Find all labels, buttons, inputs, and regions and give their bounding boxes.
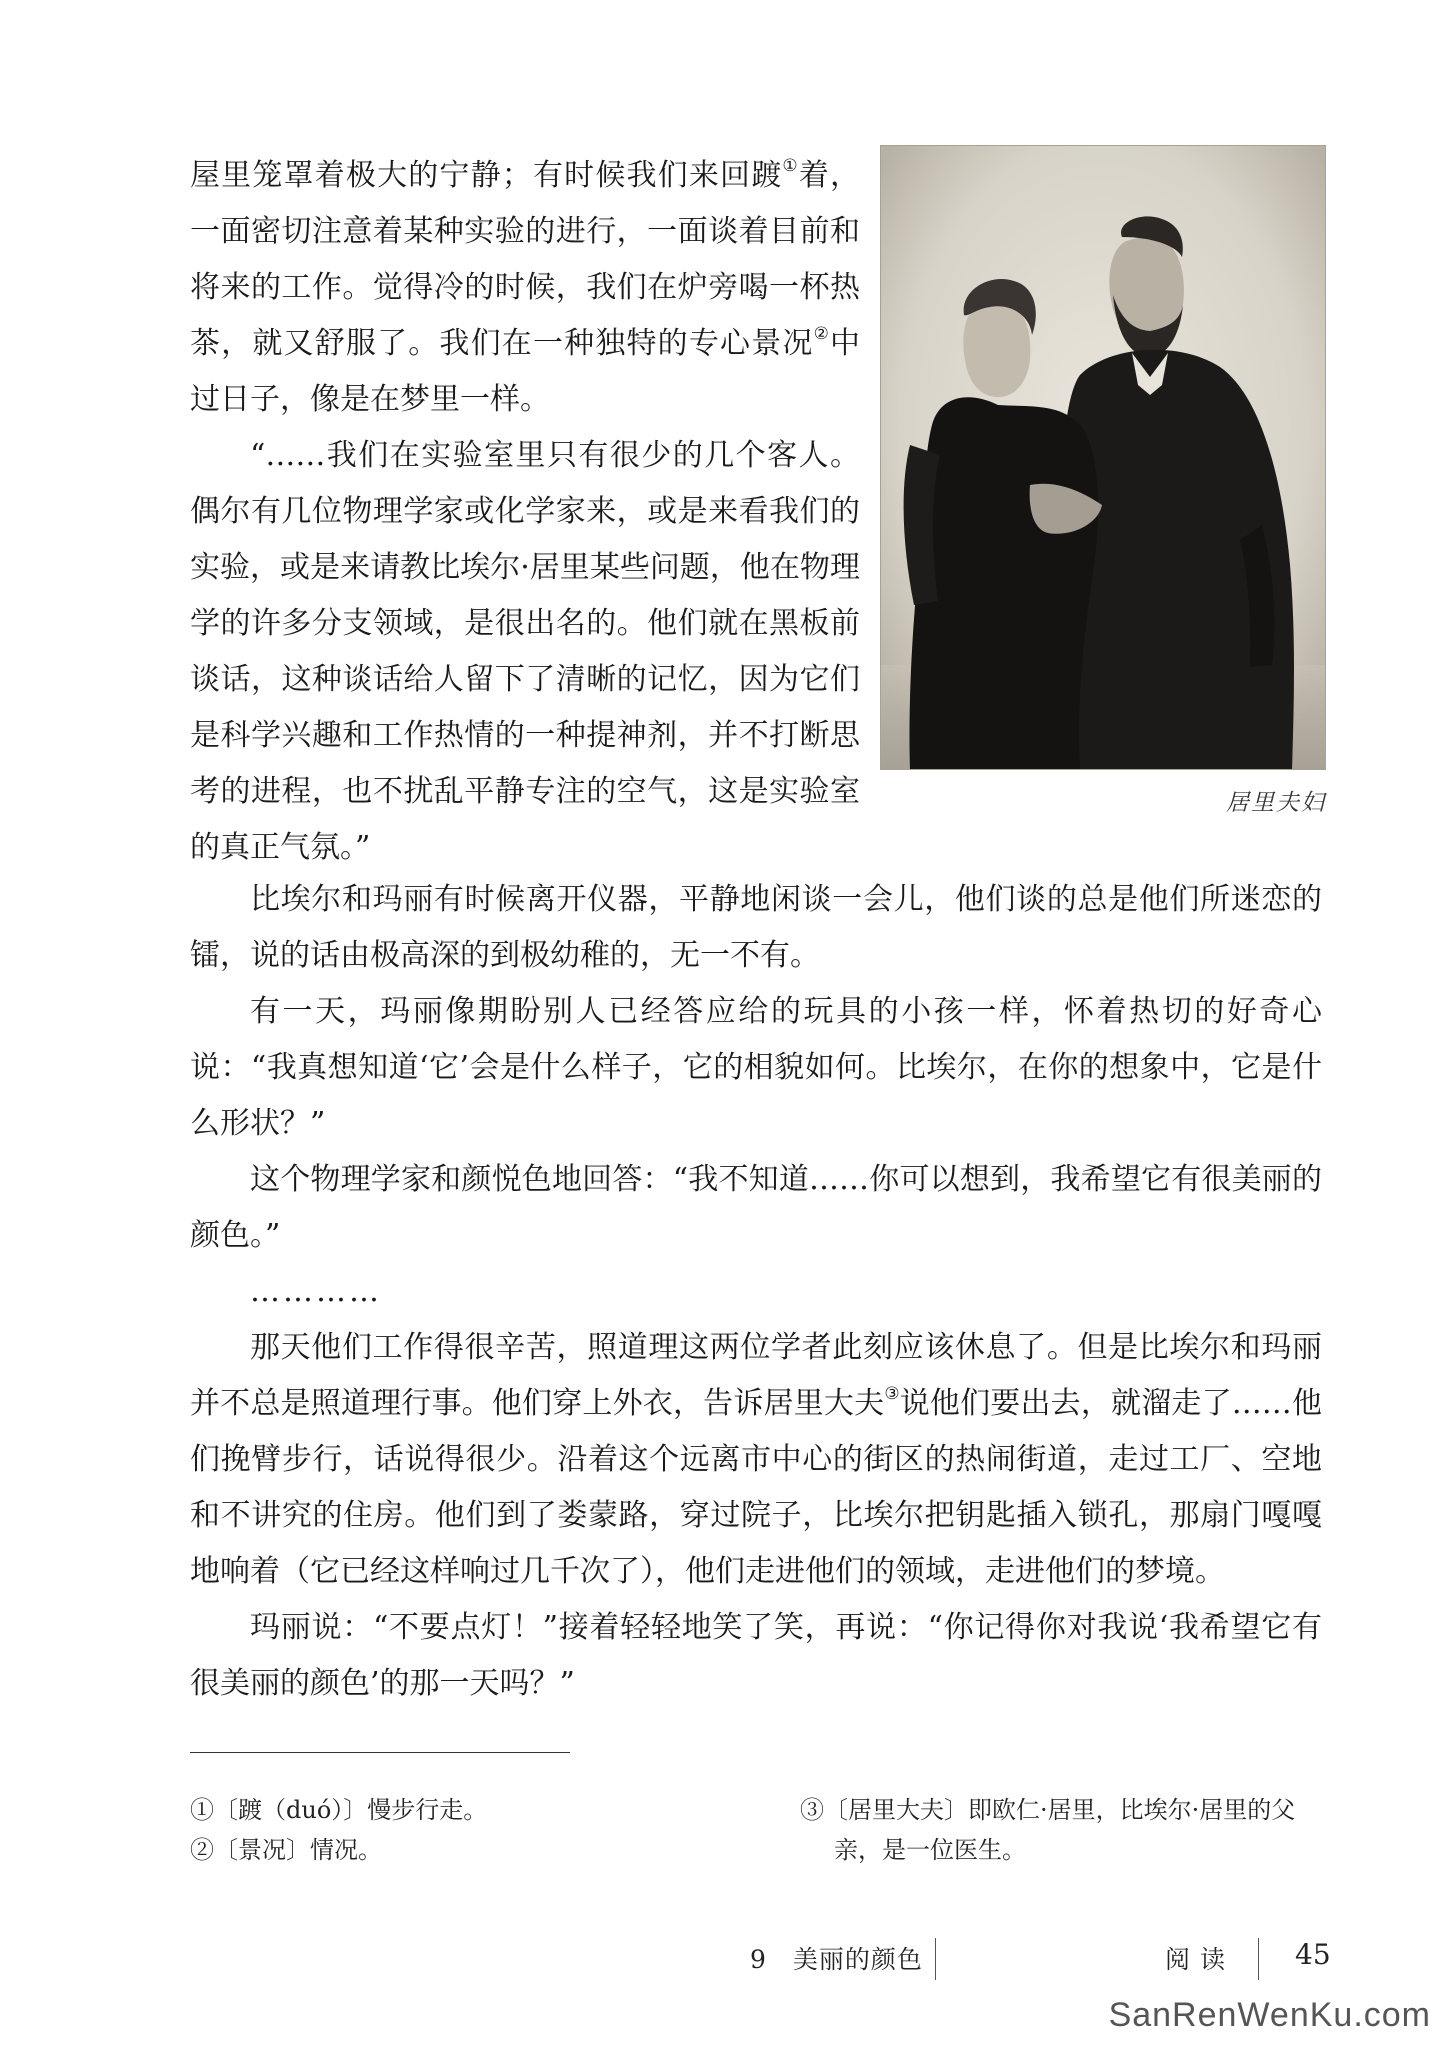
page-footer xyxy=(0,1940,1449,1980)
footnote-3: ③〔居里大夫〕即欧仁·居里，比埃尔·居里的父亲，是一位医生。 xyxy=(800,1796,1296,1864)
footer-divider xyxy=(1258,1938,1259,1980)
paragraph: 玛丽说：“不要点灯！”接着轻轻地笑了笑，再说：“你记得你对我说‘我希望它有很美丽的颜色’的那一天吗？” xyxy=(190,1610,1322,1701)
photo-caption: 居里夫妇 xyxy=(1226,790,1326,816)
footnote-ref: ① xyxy=(782,156,799,176)
footer-section-label: 阅读 xyxy=(1165,1945,1236,1974)
ellipsis-break: ………… xyxy=(250,1274,382,1309)
paragraph: “……我们在实验室里只有很少的几个客人。偶尔有几位物理学家或化学家来，或是来看我们的实验，或是来请教比埃尔·居里某些问题，他在物理学的许多分支领域，是很出名的。他们就在黑板前谈话，这种谈话给人留下了清晰的记忆，因为它们是科学兴趣和工作热情的一种提神剂，并不打断思考的进程，也不扰乱平静专注的空气，这是实验室的真正气氛。” xyxy=(190,438,860,865)
paragraph: 这个物理学家和颜悦色地回答：“我不知道……你可以想到，我希望它有很美丽的颜色。” xyxy=(190,1162,1322,1253)
curie-couple-photo xyxy=(880,145,1326,770)
paragraph: 屋里笼罩着极大的宁静；有时候我们来回踱①着，一面密切注意着某种实验的进行，一面谈着目前和将来的工作。觉得冷的时候，我们在炉旁喝一杯热茶，就又舒服了。我们在一种独特的专心景况②中过日子，像是在梦里一样。 xyxy=(190,156,861,417)
footnote-rule xyxy=(190,1752,570,1753)
footnotes-left xyxy=(190,1790,750,1870)
wrapped-text-column xyxy=(190,148,860,876)
footnotes-right xyxy=(800,1790,1320,1870)
page-number: 45 xyxy=(1295,1938,1331,1971)
photo-figure xyxy=(880,145,1326,817)
paragraph: 比埃尔和玛丽有时候离开仪器，平静地闲谈一会儿，他们谈的总是他们所迷恋的镭，说的话由极高深的到极幼稚的，无一不有。 xyxy=(190,882,1322,973)
footnote-2: ②〔景况〕情况。 xyxy=(190,1836,382,1864)
footer-chapter-title: 9 美丽的颜色 xyxy=(750,1945,923,1974)
site-watermark: SanRenWenKu.com xyxy=(1108,1996,1431,2034)
footer-divider xyxy=(935,1938,936,1980)
paragraph: 那天他们工作得很辛苦，照道理这两位学者此刻应该休息了。但是比埃尔和玛丽并不总是照道理行事。他们穿上外衣，告诉居里大夫③说他们要出去，就溜走了……他们挽臂步行，话说得很少。沿着这个远离市中心的街区的热闹街道，走过工厂、空地和不讲究的住房。他们到了娄蒙路，穿过院子，比埃尔把钥匙插入锁孔，那扇门嘎嘎地响着（它已经这样响过几千次了），他们走进他们的领域，走进他们的梦境。 xyxy=(190,1330,1322,1589)
paragraph: 有一天，玛丽像期盼别人已经答应给的玩具的小孩一样，怀着热切的好奇心说：“我真想知道‘它’会是什么样子，它的相貌如何。比埃尔，在你的想象中，它是什么形状？” xyxy=(190,994,1322,1141)
footnote-ref: ③ xyxy=(884,1384,900,1404)
footnote-ref: ② xyxy=(813,324,830,344)
body-text xyxy=(190,872,1322,1712)
footnote-1: ①〔踱（duó）〕慢步行走。 xyxy=(190,1796,488,1824)
